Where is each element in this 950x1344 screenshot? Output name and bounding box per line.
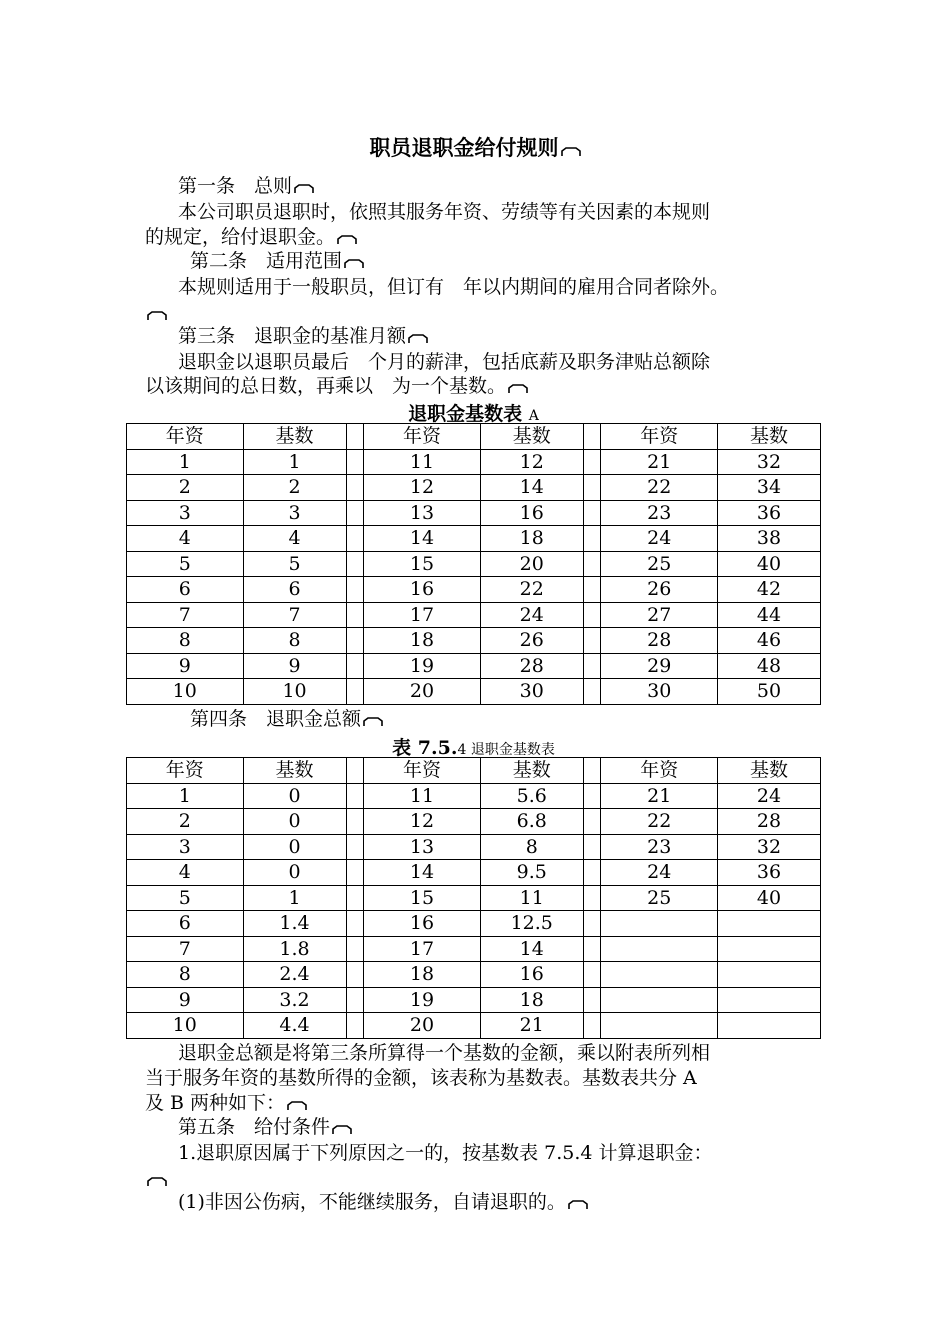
table-cell: 34 (717, 475, 820, 501)
table-cell: 7 (127, 602, 244, 628)
table-cell (601, 987, 718, 1013)
table-cell: 15 (364, 551, 481, 577)
table-cell: 36 (717, 860, 820, 886)
gap-cell (583, 475, 601, 501)
table-cell: 30 (601, 679, 718, 705)
gap-cell (583, 602, 601, 628)
table-cell: 21 (480, 1013, 583, 1039)
table-row (127, 911, 821, 937)
table-cell: 14 (364, 526, 481, 552)
table-cell: 13 (364, 834, 481, 860)
table-cell: 16 (480, 962, 583, 988)
paragraph-mark-icon (147, 311, 167, 320)
table-row (127, 679, 821, 705)
gap-cell (583, 885, 601, 911)
table-cell: 9 (127, 987, 244, 1013)
table-cell: 22 (480, 577, 583, 603)
header-cell: 基数 (717, 424, 820, 450)
page-title: 职员退职金给付规则 (0, 132, 950, 162)
table-cell: 32 (717, 834, 820, 860)
gap-cell (583, 653, 601, 679)
paragraph-mark-icon (344, 259, 364, 268)
table-row (127, 526, 821, 552)
table-cell: 24 (601, 526, 718, 552)
gap-cell (583, 936, 601, 962)
table-cell: 12 (364, 809, 481, 835)
gap-cell (346, 526, 364, 552)
table-cell: 1 (127, 783, 244, 809)
table-cell: 14 (480, 936, 583, 962)
article5-item1-sub1: (1)非因公伤病，不能继续服务，自请退职的。 (178, 1190, 588, 1214)
table-cell (601, 936, 718, 962)
article4-body-line2: 当于服务年资的基数所得的金额，该表称为基数表。基数表共分 A (145, 1067, 697, 1089)
paragraph-mark-icon (332, 1125, 352, 1134)
basis-table-b (126, 757, 821, 1039)
table-cell: 0 (243, 860, 346, 886)
table-cell: 2.4 (243, 962, 346, 988)
table-cell (717, 936, 820, 962)
gap-cell (346, 424, 364, 450)
table-cell: 8 (243, 628, 346, 654)
table-cell: 1.4 (243, 911, 346, 937)
header-cell: 年资 (601, 424, 718, 450)
table-cell: 1 (127, 449, 244, 475)
article2-body-end (145, 301, 167, 325)
gap-cell (346, 911, 364, 937)
table-cell: 6 (127, 577, 244, 603)
table-row (127, 962, 821, 988)
table-row (127, 1013, 821, 1039)
table-cell: 10 (243, 679, 346, 705)
table-cell: 22 (601, 475, 718, 501)
table-cell: 14 (364, 860, 481, 886)
table-cell: 25 (601, 885, 718, 911)
paragraph-mark-icon (561, 147, 581, 156)
table-cell: 17 (364, 936, 481, 962)
table-cell: 10 (127, 1013, 244, 1039)
table-cell: 7 (127, 936, 244, 962)
table-cell: 40 (717, 885, 820, 911)
table-cell: 22 (601, 809, 718, 835)
table-cell: 1 (243, 449, 346, 475)
table-cell: 24 (480, 602, 583, 628)
table-cell: 32 (717, 449, 820, 475)
table-row (127, 885, 821, 911)
gap-cell (346, 551, 364, 577)
gap-cell (346, 758, 364, 784)
table-cell: 2 (127, 809, 244, 835)
table-cell: 20 (364, 1013, 481, 1039)
table-cell: 4 (243, 526, 346, 552)
header-cell: 年资 (127, 758, 244, 784)
table-row (127, 500, 821, 526)
table-cell: 13 (364, 500, 481, 526)
table-a-caption: 退职金基数表 A (408, 403, 539, 425)
table-cell: 38 (717, 526, 820, 552)
table-cell (717, 962, 820, 988)
gap-cell (583, 783, 601, 809)
gap-cell (346, 962, 364, 988)
article5-item1: 1.退职原因属于下列原因之一的，按基数表 7.5.4 计算退职金： (178, 1142, 713, 1164)
table-cell: 8 (127, 628, 244, 654)
table-row (127, 834, 821, 860)
table-cell: 4 (127, 526, 244, 552)
table-cell: 19 (364, 653, 481, 679)
gap-cell (346, 1013, 364, 1039)
table-cell: 0 (243, 783, 346, 809)
table-row (127, 602, 821, 628)
table-cell: 21 (601, 783, 718, 809)
table-cell: 20 (480, 551, 583, 577)
table-row (127, 809, 821, 835)
table-row (127, 577, 821, 603)
table-cell (601, 911, 718, 937)
table-cell: 18 (480, 987, 583, 1013)
table-b-caption: 表 7.5.4 退职金基数表 (392, 737, 555, 759)
article5-item1-end (145, 1167, 167, 1191)
table-cell: 2 (127, 475, 244, 501)
paragraph-mark-icon (337, 235, 357, 244)
table-cell: 5 (127, 885, 244, 911)
table-cell: 40 (717, 551, 820, 577)
table-row (127, 449, 821, 475)
table-cell: 28 (480, 653, 583, 679)
table-cell: 4 (127, 860, 244, 886)
table-cell: 27 (601, 602, 718, 628)
gap-cell (346, 475, 364, 501)
article2-body-line1: 本规则适用于一般职员，但订有 年以内期间的雇用合同者除外。 (178, 276, 730, 298)
table-cell: 26 (480, 628, 583, 654)
article4-body-line3: 及 B 两种如下： (145, 1091, 307, 1115)
gap-cell (346, 577, 364, 603)
gap-cell (346, 449, 364, 475)
gap-cell (583, 809, 601, 835)
table-cell: 8 (480, 834, 583, 860)
table-cell: 48 (717, 653, 820, 679)
header-cell: 基数 (243, 424, 346, 450)
table-cell (601, 1013, 718, 1039)
table-cell: 18 (480, 526, 583, 552)
gap-cell (346, 783, 364, 809)
gap-cell (346, 679, 364, 705)
header-cell: 基数 (717, 758, 820, 784)
article1-heading: 第一条 总则 (178, 174, 314, 198)
table-row (127, 475, 821, 501)
table-cell: 6 (243, 577, 346, 603)
article3-body-line1: 退职金以退职员最后 个月的薪津，包括底薪及职务津贴总额除 (178, 351, 711, 373)
table-cell: 36 (717, 500, 820, 526)
table-row (127, 936, 821, 962)
article3-body-line2: 以该期间的总日数，再乘以 为一个基数。 (145, 374, 528, 398)
gap-cell (346, 860, 364, 886)
header-cell: 年资 (364, 424, 481, 450)
paragraph-mark-icon (287, 1101, 307, 1110)
table-cell: 23 (601, 500, 718, 526)
paragraph-mark-icon (508, 384, 528, 393)
table-cell: 5.6 (480, 783, 583, 809)
table-cell: 25 (601, 551, 718, 577)
table-header-row (127, 424, 821, 450)
gap-cell (346, 602, 364, 628)
header-cell: 基数 (480, 424, 583, 450)
gap-cell (583, 449, 601, 475)
table-cell: 12.5 (480, 911, 583, 937)
table-cell: 16 (480, 500, 583, 526)
gap-cell (583, 987, 601, 1013)
table-cell: 7 (243, 602, 346, 628)
table-cell: 3 (243, 500, 346, 526)
table-cell: 0 (243, 809, 346, 835)
table-cell: 44 (717, 602, 820, 628)
table-cell: 3.2 (243, 987, 346, 1013)
gap-cell (583, 526, 601, 552)
table-row (127, 628, 821, 654)
table-cell: 9 (127, 653, 244, 679)
gap-cell (346, 653, 364, 679)
table-cell: 23 (601, 834, 718, 860)
table-cell: 20 (364, 679, 481, 705)
table-cell: 15 (364, 885, 481, 911)
table-cell (717, 1013, 820, 1039)
table-cell: 10 (127, 679, 244, 705)
header-cell: 年资 (364, 758, 481, 784)
table-cell: 30 (480, 679, 583, 705)
table-row (127, 987, 821, 1013)
gap-cell (346, 834, 364, 860)
table-cell: 26 (601, 577, 718, 603)
table-cell: 50 (717, 679, 820, 705)
gap-cell (583, 962, 601, 988)
article1-body-line1: 本公司职员退职时，依照其服务年资、劳绩等有关因素的本规则 (178, 201, 711, 223)
gap-cell (583, 424, 601, 450)
paragraph-mark-icon (363, 717, 383, 726)
table-cell: 5 (127, 551, 244, 577)
article1-body-line2: 的规定，给付退职金。 (145, 225, 357, 249)
table-cell: 11 (364, 449, 481, 475)
gap-cell (583, 911, 601, 937)
paragraph-mark-icon (568, 1200, 588, 1209)
gap-cell (346, 809, 364, 835)
table-row (127, 860, 821, 886)
gap-cell (583, 500, 601, 526)
table-cell (717, 987, 820, 1013)
table-header-row (127, 758, 821, 784)
gap-cell (583, 1013, 601, 1039)
paragraph-mark-icon (294, 184, 314, 193)
header-cell: 年资 (127, 424, 244, 450)
table-cell: 24 (601, 860, 718, 886)
table-cell: 4.4 (243, 1013, 346, 1039)
table-cell: 17 (364, 602, 481, 628)
table-cell: 8 (127, 962, 244, 988)
table-cell: 28 (717, 809, 820, 835)
paragraph-mark-icon (408, 334, 428, 343)
table-cell: 9.5 (480, 860, 583, 886)
table-cell: 42 (717, 577, 820, 603)
table-cell: 6.8 (480, 809, 583, 835)
table-cell (717, 911, 820, 937)
table-cell: 5 (243, 551, 346, 577)
table-cell: 46 (717, 628, 820, 654)
article3-heading: 第三条 退职金的基准月额 (178, 324, 428, 348)
gap-cell (583, 679, 601, 705)
table-cell: 29 (601, 653, 718, 679)
table-cell: 12 (364, 475, 481, 501)
table-cell: 6 (127, 911, 244, 937)
table-cell (601, 962, 718, 988)
gap-cell (346, 936, 364, 962)
table-cell: 9 (243, 653, 346, 679)
gap-cell (583, 860, 601, 886)
gap-cell (583, 834, 601, 860)
gap-cell (346, 500, 364, 526)
table-cell: 0 (243, 834, 346, 860)
article5-heading: 第五条 给付条件 (178, 1115, 352, 1139)
table-cell: 18 (364, 628, 481, 654)
gap-cell (583, 758, 601, 784)
gap-cell (346, 885, 364, 911)
table-cell: 24 (717, 783, 820, 809)
table-cell: 11 (480, 885, 583, 911)
table-cell: 1.8 (243, 936, 346, 962)
table-row (127, 653, 821, 679)
table-cell: 12 (480, 449, 583, 475)
article4-heading: 第四条 退职金总额 (190, 707, 383, 731)
header-cell: 年资 (601, 758, 718, 784)
table-cell: 14 (480, 475, 583, 501)
table-row (127, 783, 821, 809)
table-cell: 19 (364, 987, 481, 1013)
paragraph-mark-icon (147, 1177, 167, 1186)
gap-cell (583, 628, 601, 654)
table-cell: 2 (243, 475, 346, 501)
table-cell: 16 (364, 577, 481, 603)
table-cell: 28 (601, 628, 718, 654)
gap-cell (583, 551, 601, 577)
table-row (127, 551, 821, 577)
table-cell: 3 (127, 834, 244, 860)
basis-table-a (126, 423, 821, 705)
table-cell: 1 (243, 885, 346, 911)
gap-cell (346, 628, 364, 654)
header-cell: 基数 (480, 758, 583, 784)
gap-cell (346, 987, 364, 1013)
header-cell: 基数 (243, 758, 346, 784)
table-cell: 11 (364, 783, 481, 809)
table-cell: 3 (127, 500, 244, 526)
table-cell: 21 (601, 449, 718, 475)
gap-cell (583, 577, 601, 603)
table-cell: 18 (364, 962, 481, 988)
table-cell: 16 (364, 911, 481, 937)
article4-body-line1: 退职金总额是将第三条所算得一个基数的金额，乘以附表所列相 (178, 1042, 711, 1064)
article2-heading: 第二条 适用范围 (190, 249, 364, 273)
